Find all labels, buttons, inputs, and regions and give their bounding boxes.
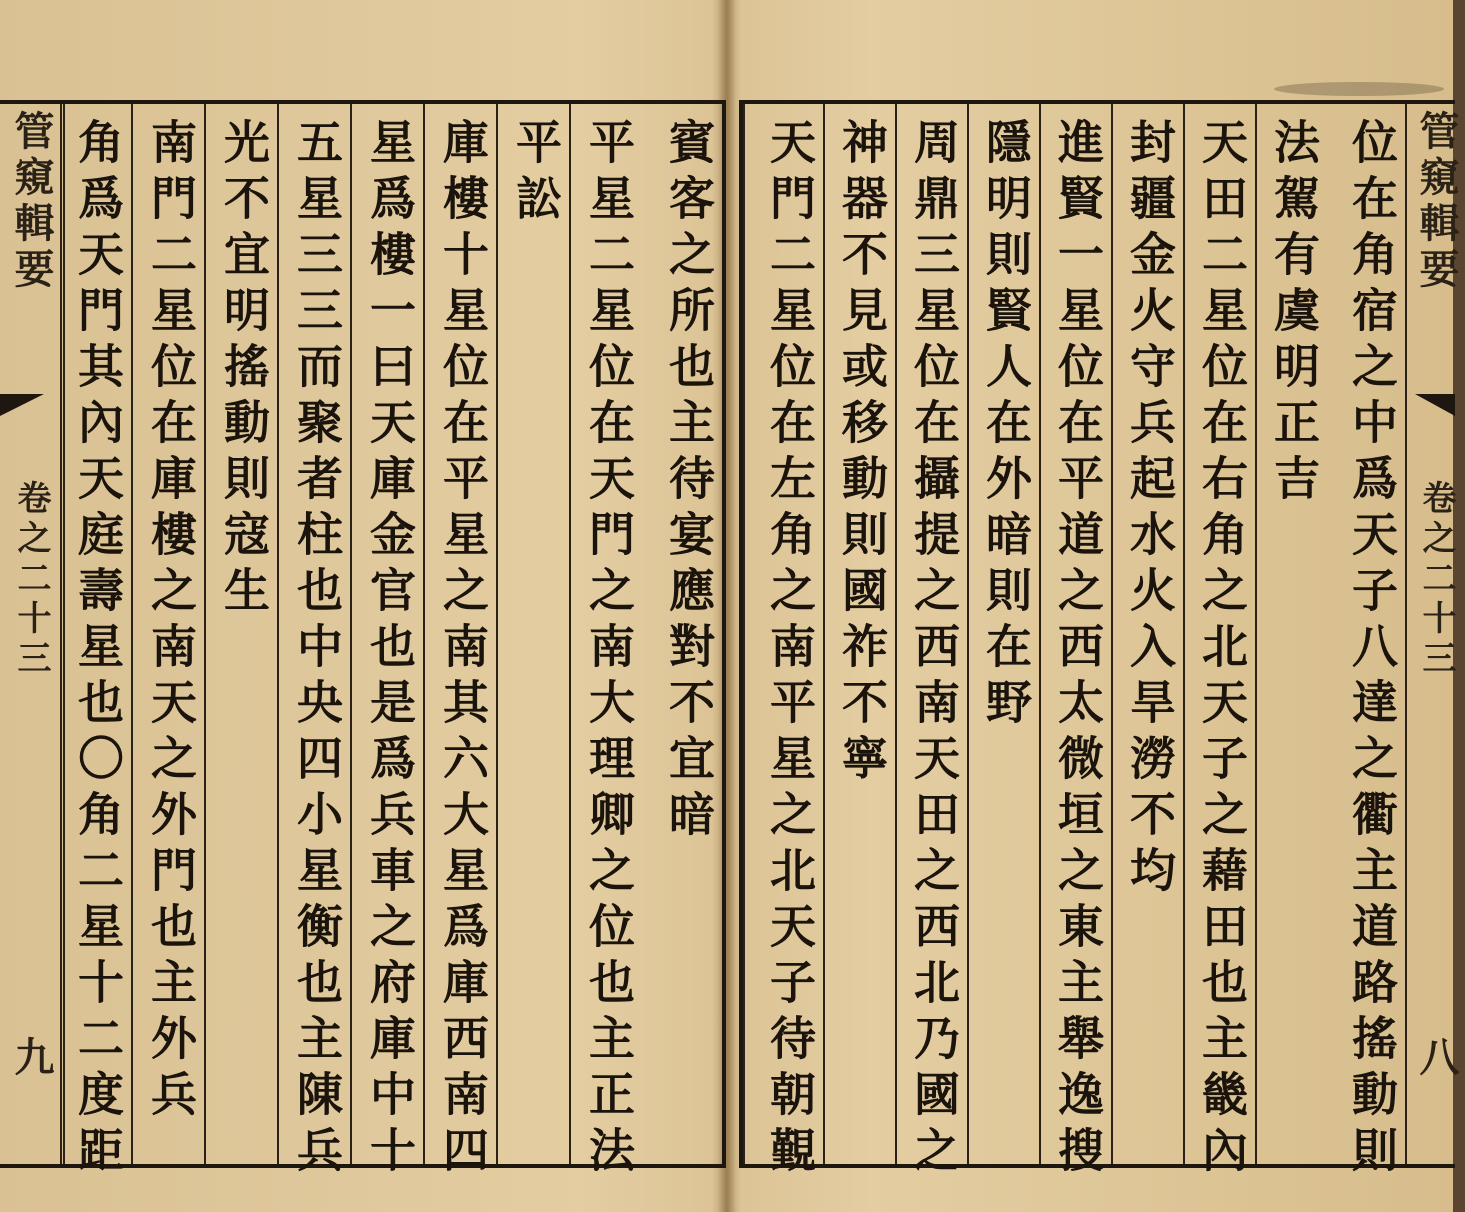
text-column: 光不宜明搖動則寇生 — [204, 104, 277, 1164]
text-column: 庫樓十星位在平星之南其六大星爲庫西南四 — [423, 104, 496, 1164]
ink-smudge — [1274, 82, 1444, 96]
text-column: 封疆金火守兵起水火入旱澇不均 — [1111, 104, 1183, 1164]
text-column: 神器不見或移動則國祚不寧 — [823, 104, 895, 1164]
left-page — [0, 0, 724, 1212]
left-page-frame — [0, 100, 726, 1182]
right-page-frame — [739, 100, 1460, 1182]
text-column: 天門二星位在左角之南平星之北天子待朝覲 — [743, 104, 823, 1164]
text-column: 平訟 — [496, 104, 569, 1164]
right-block-margin — [1405, 104, 1465, 1164]
text-column: 賓客之所也主待宴應對不宜暗 — [662, 118, 716, 846]
text-column: 天田二星位在右角之北天子之藉田也主畿內 — [1183, 104, 1255, 1164]
text-column: 平星二星位在天門之南大理卿之位也主正法 — [569, 104, 642, 1164]
text-column: 角爲天門其內天庭壽星也〇角二星十二度距 — [63, 104, 131, 1164]
text-column: 南門二星位在庫樓之南天之外門也主外兵 — [131, 104, 204, 1164]
juan-label: 卷之二十三 — [1416, 480, 1456, 680]
text-column: 隱明則賢人在外暗則在野 — [967, 104, 1039, 1164]
text-column: 進賢一星位在平道之西太微垣之東主舉逸搜 — [1039, 104, 1111, 1164]
text-column: 周鼎三星位在攝提之西南天田之西北乃國之 — [895, 104, 967, 1164]
book-title: 管窺輯要 — [8, 110, 55, 294]
left-block-margin — [0, 104, 62, 1164]
text-column: 五星三三而聚者柱也中央四小星衡也主陳兵 — [277, 104, 350, 1164]
juan-label: 卷之二十三 — [11, 480, 51, 680]
text-column: 星爲樓一曰天庫金官也是爲兵車之府庫中十 — [350, 104, 423, 1164]
folio-number: 九 — [8, 1036, 55, 1082]
right-page — [729, 0, 1460, 1212]
folio-number: 八 — [1413, 1036, 1460, 1082]
book-title: 管窺輯要 — [1413, 110, 1460, 294]
text-column: 位在角宿之中爲天子八達之衢主道路搖動則 — [1345, 118, 1399, 1182]
text-column: 法駕有虞明正吉 — [1255, 104, 1327, 1164]
